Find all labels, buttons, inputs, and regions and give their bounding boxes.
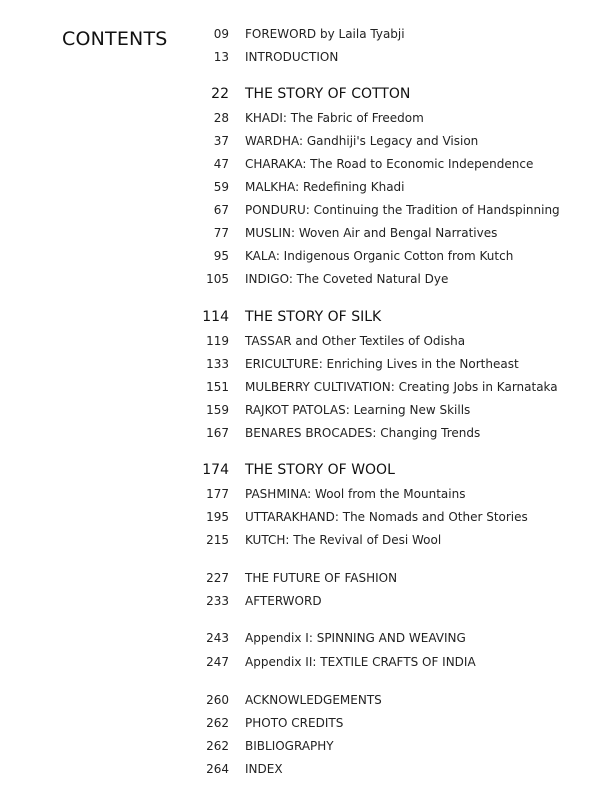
page-title: CONTENTS [62,28,168,50]
entry-title: ACKNOWLEDGEMENTS [245,693,382,707]
page-number: 77 [213,226,229,240]
section-title: THE STORY OF COTTON [245,86,411,102]
page-number: 243 [206,631,229,645]
entry-title: FOREWORD by Laila Tyabji [245,27,405,41]
page-number: 22 [211,86,229,102]
entry-title: BENARES BROCADES: Changing Trends [245,426,481,440]
page-number: 67 [213,203,229,217]
toc-entry[interactable] [0,269,600,289]
toc-entry[interactable] [0,423,600,443]
toc-entry[interactable] [0,246,600,266]
section-title: THE STORY OF WOOL [245,462,395,478]
toc-entry[interactable] [0,177,600,197]
entry-title: UTTARAKHAND: The Nomads and Other Stories [245,510,528,524]
page-number: 133 [206,357,229,371]
toc-entry[interactable] [0,354,600,374]
toc-entry[interactable] [0,713,600,733]
entry-title: THE FUTURE OF FASHION [245,571,398,585]
toc-entry[interactable] [0,530,600,550]
toc-entry[interactable] [0,736,600,756]
entry-title: AFTERWORD [245,594,322,608]
entry-title: MUSLIN: Woven Air and Bengal Narratives [245,226,498,240]
toc-entry[interactable] [0,628,600,648]
page-number: 264 [206,762,229,776]
page-number: 28 [213,111,229,125]
entry-title: Appendix I: SPINNING AND WEAVING [245,631,466,645]
page-number: 177 [206,487,229,501]
page-number: 47 [213,157,229,171]
page-number: 151 [206,380,229,394]
section-title: THE STORY OF SILK [245,309,382,325]
page-number: 119 [206,334,229,348]
page-number: 59 [213,180,229,194]
entry-title: MULBERRY CULTIVATION: Creating Jobs in Karnataka [245,380,558,394]
entry-title: ERICULTURE: Enriching Lives in the Northeast [245,357,519,371]
entry-title: INDEX [245,762,283,776]
toc-entry[interactable] [0,223,600,243]
toc-entry[interactable] [0,507,600,527]
toc-entry[interactable] [0,331,600,351]
page-number: 114 [202,309,229,325]
page-number: 105 [206,272,229,286]
entry-title: KHADI: The Fabric of Freedom [245,111,424,125]
page-number: 262 [206,716,229,730]
toc-section-entry[interactable] [0,84,600,104]
entry-title: KUTCH: The Revival of Desi Wool [245,533,442,547]
toc-entry[interactable] [0,154,600,174]
entry-title: WARDHA: Gandhiji's Legacy and Vision [245,134,479,148]
entry-title: INDIGO: The Coveted Natural Dye [245,272,449,286]
entry-title: INTRODUCTION [245,50,339,64]
toc-entry[interactable] [0,400,600,420]
page-number: 174 [202,462,229,478]
page-number: 233 [206,594,229,608]
entry-title: MALKHA: Redefining Khadi [245,180,405,194]
page-number: 95 [213,249,229,263]
entry-title: KALA: Indigenous Organic Cotton from Kutch [245,249,514,263]
entry-title: PASHMINA: Wool from the Mountains [245,487,466,501]
entry-title: BIBLIOGRAPHY [245,739,334,753]
toc-entry[interactable] [0,200,600,220]
entry-title: TASSAR and Other Textiles of Odisha [245,334,466,348]
toc-entry[interactable] [0,690,600,710]
page-number: 37 [213,134,229,148]
entry-title: Appendix II: TEXTILE CRAFTS OF INDIA [245,655,476,669]
toc-section-entry[interactable] [0,460,600,480]
toc-entry[interactable] [0,591,600,611]
toc-entry[interactable] [0,484,600,504]
page-number: 247 [206,655,229,669]
toc-entry[interactable] [0,47,600,67]
toc-entry[interactable] [0,759,600,779]
toc-entry[interactable] [0,108,600,128]
toc-entry[interactable] [0,131,600,151]
entry-title: PONDURU: Continuing the Tradition of Handspinning [245,203,560,217]
page-number: 262 [206,739,229,753]
toc-entry[interactable] [0,24,600,44]
page-number: 227 [206,571,229,585]
page-number: 215 [206,533,229,547]
page-number: 195 [206,510,229,524]
toc-entry[interactable] [0,377,600,397]
page-number: 260 [206,693,229,707]
entry-title: PHOTO CREDITS [245,716,344,730]
toc-entry[interactable] [0,652,600,672]
page-number: 13 [213,50,229,64]
page-number: 159 [206,403,229,417]
toc-section-entry[interactable] [0,307,600,327]
toc-entry[interactable] [0,568,600,588]
entry-title: RAJKOT PATOLAS: Learning New Skills [245,403,471,417]
entry-title: CHARAKA: The Road to Economic Independence [245,157,534,171]
page-number: 09 [213,27,229,41]
page-number: 167 [206,426,229,440]
